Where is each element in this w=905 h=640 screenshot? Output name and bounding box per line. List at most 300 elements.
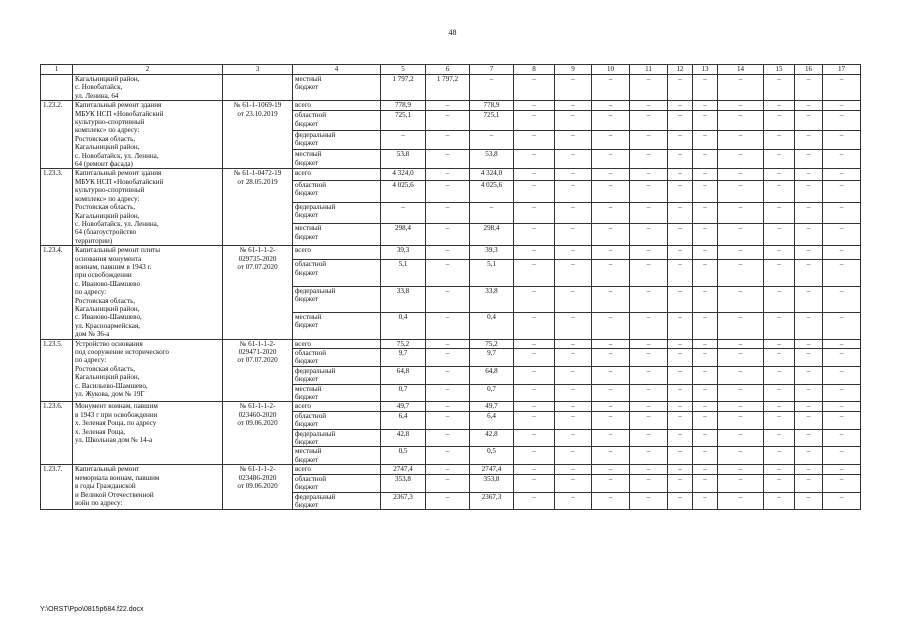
value-column-10: – [592,349,630,367]
value-column-7: 39,3 [470,246,514,260]
value-column-15: – [764,349,795,367]
value-column-16: – [795,465,823,474]
description-line: х. Зеленая Роща, по адресу [75,419,157,428]
value-column-6: – [426,286,470,312]
value-column-12: – [668,169,693,180]
funding-source-line: всего [295,402,311,411]
value-column-16: – [795,286,823,312]
value-column-11: – [630,349,668,367]
document-line: от 07.07.2020 [237,356,278,365]
table-row [41,101,861,111]
value-column-10: – [592,429,630,447]
value-column-13: – [693,313,718,340]
funding-source-line: всего [295,169,311,178]
item-code: 1.23.3. [41,169,73,246]
value-column-17: – [823,447,861,465]
funding-source [293,384,381,402]
page-number: 48 [448,28,457,37]
value-column-5: 9,7 [381,349,426,367]
value-column-10: – [592,402,630,411]
value-column-8: – [514,180,555,202]
funding-source [293,111,381,130]
description-line: Капитальный ремонт здания [75,101,162,110]
value-column-13: – [693,246,718,260]
description-line: при освобождении [75,271,132,280]
value-column-13: – [693,429,718,447]
value-column-12: – [668,75,693,101]
description-line: дом № 36-а [75,330,110,339]
value-column-11: – [630,101,668,111]
value-column-9: – [555,111,592,130]
description-line: Кагальницкий район, [75,75,140,83]
value-column-10: – [592,130,630,149]
value-column-8: – [514,402,555,411]
funding-source [293,246,381,260]
description-line: комплекс» по адресу: [75,194,140,203]
value-column-15: – [764,339,795,348]
value-column-9: – [555,260,592,286]
document-line: от 28.05.2019 [237,177,278,186]
column-number-16: 16 [795,65,823,75]
value-column-11: – [630,180,668,202]
expertise-document [223,101,293,169]
value-column-14: – [718,130,764,149]
column-number-14: 14 [718,65,764,75]
item-description [73,75,223,101]
value-column-9: – [555,246,592,260]
value-column-17: – [823,474,861,492]
funding-source [293,150,381,169]
file-path-footer: Y:\ORST\Ppo\0815p684.f22.docx [40,606,144,613]
value-column-16: – [795,150,823,169]
value-column-15: – [764,130,795,149]
value-column-7: 75,2 [470,339,514,348]
value-column-10: – [592,286,630,312]
value-column-7: 0,5 [470,447,514,465]
value-column-11: – [630,474,668,492]
funding-source [293,180,381,202]
funding-source [293,349,381,367]
value-column-16: – [795,246,823,260]
value-column-7: 0,7 [470,384,514,402]
value-column-14: – [718,384,764,402]
value-column-7: 6,4 [470,411,514,429]
column-number-13: 13 [693,65,718,75]
value-column-7: 9,7 [470,349,514,367]
value-column-8: – [514,465,555,474]
description-line: войн по адресу: [75,498,123,507]
value-column-6: – [426,260,470,286]
value-column-6: – [426,465,470,474]
description-line: с. Иваново-Шамшево [75,279,141,288]
value-column-11: – [630,224,668,246]
value-column-8: – [514,384,555,402]
item-description [73,101,223,169]
value-column-15: – [764,75,795,101]
value-column-9: – [555,75,592,101]
value-column-9: – [555,101,592,111]
value-column-6: – [426,384,470,402]
value-column-13: – [693,224,718,246]
expertise-document [223,339,293,402]
value-column-15: – [764,447,795,465]
value-column-15: – [764,402,795,411]
value-column-6: – [426,339,470,348]
value-column-16: – [795,313,823,340]
funding-source-line: бюджет [295,119,319,128]
funding-source-line: бюджет [295,139,319,148]
value-column-6: – [426,130,470,149]
value-column-17: – [823,202,861,224]
value-column-13: – [693,465,718,474]
value-column-8: – [514,474,555,492]
value-column-10: – [592,101,630,111]
value-column-5: 53,8 [381,150,426,169]
item-code [41,75,73,101]
description-line: ул. Ленина, 64 [75,91,119,100]
value-column-7: 42,8 [470,429,514,447]
value-column-14: – [718,465,764,474]
description-line: Кагальницкий район, [75,143,140,152]
value-column-7: – [470,202,514,224]
value-column-17: – [823,180,861,202]
value-column-14: – [718,286,764,312]
value-column-14: – [718,492,764,510]
document-line: № 61-1-1069-19 [233,101,282,110]
value-column-10: – [592,180,630,202]
value-column-10: – [592,75,630,101]
value-column-16: – [795,169,823,180]
value-column-12: – [668,180,693,202]
funding-source-line: областной [295,111,327,120]
column-number-row [41,65,861,75]
value-column-16: – [795,180,823,202]
description-line: с. Новобатайск, [75,83,123,92]
description-line: с. Новобатайск, ул. Ленина, [75,151,159,160]
value-column-12: – [668,465,693,474]
value-column-10: – [592,313,630,340]
document-line: 023460-2020 [238,410,277,419]
value-column-8: – [514,492,555,510]
value-column-12: – [668,101,693,111]
value-column-9: – [555,429,592,447]
column-number-8: 8 [514,65,555,75]
document-line: от 09.06.2020 [237,419,278,428]
value-column-9: – [555,384,592,402]
value-column-16: – [795,447,823,465]
value-column-8: – [514,366,555,384]
value-column-15: – [764,465,795,474]
value-column-11: – [630,150,668,169]
column-number-7: 7 [470,65,514,75]
value-column-12: – [668,349,693,367]
funding-source-line: бюджет [295,357,319,366]
funding-source-line: областной [295,260,327,269]
value-column-5: 2747,4 [381,465,426,474]
description-line: Монумент воинам, павшим [75,402,158,411]
value-column-10: – [592,384,630,402]
value-column-14: – [718,411,764,429]
value-column-8: – [514,169,555,180]
value-column-7: 64,8 [470,366,514,384]
value-column-15: – [764,384,795,402]
value-column-17: – [823,349,861,367]
funding-source [293,260,381,286]
item-description [73,402,223,465]
description-line: Кагальницкий район, [75,211,140,220]
description-line: по адресу: [75,288,107,297]
funding-source-line: федеральный [295,492,336,501]
value-column-17: – [823,246,861,260]
value-column-9: – [555,465,592,474]
column-number-1: 1 [41,65,73,75]
column-number-5: 5 [381,65,426,75]
value-column-11: – [630,429,668,447]
funding-source [293,313,381,340]
funding-source-line: местный [295,313,322,322]
value-column-7: 353,8 [470,474,514,492]
funding-source-line: бюджет [295,211,319,220]
value-column-12: – [668,402,693,411]
value-column-11: – [630,286,668,312]
description-line: Кагальницкий район, [75,373,140,382]
value-column-16: – [795,202,823,224]
funding-source [293,447,381,465]
value-column-6: – [426,349,470,367]
value-column-13: – [693,402,718,411]
value-column-11: – [630,202,668,224]
funding-source [293,130,381,149]
value-column-17: – [823,150,861,169]
value-column-10: – [592,339,630,348]
value-column-15: – [764,202,795,224]
value-column-15: – [764,101,795,111]
value-column-15: – [764,180,795,202]
value-column-9: – [555,150,592,169]
value-column-10: – [592,366,630,384]
description-line: Капитальный ремонт здания [75,169,162,178]
value-column-16: – [795,130,823,149]
value-column-5: 0,5 [381,447,426,465]
funding-source-line: местный [295,384,322,393]
value-column-7: 725,1 [470,111,514,130]
value-column-14: – [718,402,764,411]
value-column-5: 0,4 [381,313,426,340]
value-column-16: – [795,75,823,101]
value-column-8: – [514,101,555,111]
value-column-14: – [718,313,764,340]
funding-source-line: бюджет [295,83,319,92]
funding-source-line: местный [295,447,322,456]
value-column-7: 33,8 [470,286,514,312]
value-column-10: – [592,150,630,169]
description-line: МБУК НСП «Новобатайский [75,177,164,186]
value-column-17: – [823,260,861,286]
value-column-8: – [514,313,555,340]
value-column-7: 298,4 [470,224,514,246]
value-column-11: – [630,130,668,149]
value-column-16: – [795,101,823,111]
value-column-10: – [592,169,630,180]
description-line: с. Васильево-Шамшево, [75,381,148,390]
value-column-12: – [668,202,693,224]
value-column-14: – [718,474,764,492]
value-column-9: – [555,169,592,180]
funding-source-line: бюджет [295,420,319,429]
value-column-10: – [592,411,630,429]
value-column-13: – [693,474,718,492]
value-column-9: – [555,474,592,492]
value-column-6: – [426,402,470,411]
value-column-8: – [514,224,555,246]
value-column-15: – [764,313,795,340]
value-column-17: – [823,339,861,348]
funding-source-line: федеральный [295,286,336,295]
value-column-6: – [426,111,470,130]
description-line: МБУК НСП «Новобатайский [75,109,164,118]
value-column-5: 42,8 [381,429,426,447]
funding-source-line: местный [295,224,322,233]
funding-source [293,286,381,312]
funding-source-line: бюджет [295,268,319,277]
table-row [41,75,861,101]
value-column-11: – [630,260,668,286]
value-column-12: – [668,246,693,260]
table-row [41,339,861,348]
description-line: основания монумента [75,254,142,263]
value-column-10: – [592,492,630,510]
value-column-13: – [693,130,718,149]
value-column-14: – [718,75,764,101]
value-column-12: – [668,339,693,348]
value-column-9: – [555,349,592,367]
value-column-12: – [668,384,693,402]
expertise-document [223,246,293,339]
value-column-12: – [668,474,693,492]
value-column-7: 2747,4 [470,465,514,474]
value-column-5: 725,1 [381,111,426,130]
value-column-14: – [718,366,764,384]
value-column-9: – [555,339,592,348]
value-column-13: – [693,180,718,202]
table-row [41,402,861,411]
value-column-15: – [764,246,795,260]
column-number-10: 10 [592,65,630,75]
description-line: Ростовская область, [75,203,136,212]
value-column-15: – [764,366,795,384]
funding-source-line: федеральный [295,202,336,211]
value-column-7: 4 025,6 [470,180,514,202]
item-description [73,339,223,402]
funding-source-line: бюджет [295,500,319,509]
value-column-6: – [426,492,470,510]
funding-source-line: местный [295,75,322,83]
value-column-6: – [426,474,470,492]
value-column-9: – [555,402,592,411]
funding-source [293,366,381,384]
value-column-8: – [514,111,555,130]
funding-source [293,411,381,429]
document-line: от 09.06.2020 [237,482,278,491]
description-line: Ростовская область, [75,364,136,373]
value-column-16: – [795,384,823,402]
value-column-15: – [764,411,795,429]
value-column-6: – [426,411,470,429]
value-column-6: – [426,101,470,111]
value-column-7: 2367,3 [470,492,514,510]
column-number-9: 9 [555,65,592,75]
value-column-17: – [823,101,861,111]
funding-source-line: всего [295,246,311,255]
value-column-12: – [668,447,693,465]
value-column-14: – [718,447,764,465]
value-column-6: 1 797,2 [426,75,470,101]
value-column-11: – [630,313,668,340]
value-column-12: – [668,313,693,340]
value-column-9: – [555,411,592,429]
funding-source-line: федеральный [295,366,336,375]
value-column-7: 49,7 [470,402,514,411]
value-column-5: 4 324,0 [381,169,426,180]
value-column-11: – [630,492,668,510]
value-column-14: – [718,150,764,169]
table-row [41,169,861,180]
description-line: и Великой Отечественной [75,490,154,499]
value-column-13: – [693,447,718,465]
column-number-6: 6 [426,65,470,75]
expertise-document [223,169,293,246]
value-column-5: 5,1 [381,260,426,286]
description-line: с. Иваново-Шамшево, [75,313,142,322]
funding-source-line: бюджет [295,321,319,330]
value-column-17: – [823,130,861,149]
value-column-5: 39,3 [381,246,426,260]
value-column-15: – [764,111,795,130]
value-column-10: – [592,224,630,246]
value-column-15: – [764,474,795,492]
value-column-13: – [693,384,718,402]
value-column-6: – [426,224,470,246]
value-column-8: – [514,349,555,367]
value-column-6: – [426,169,470,180]
funding-source-line: всего [295,465,311,474]
value-column-14: – [718,111,764,130]
value-column-10: – [592,260,630,286]
value-column-16: – [795,492,823,510]
value-column-12: – [668,286,693,312]
value-column-8: – [514,246,555,260]
value-column-7: – [470,130,514,149]
description-line: мемориала воинам, павшим [75,473,160,482]
item-code: 1.23.5. [41,339,73,402]
value-column-8: – [514,75,555,101]
value-column-5: 1 797,2 [381,75,426,101]
value-column-14: – [718,429,764,447]
value-column-12: – [668,260,693,286]
value-column-15: – [764,492,795,510]
description-line: х. Зеленая Роща, [75,427,126,436]
value-column-11: – [630,402,668,411]
value-column-14: – [718,101,764,111]
value-column-13: – [693,339,718,348]
value-column-8: – [514,260,555,286]
value-column-16: – [795,349,823,367]
value-column-15: – [764,429,795,447]
value-column-15: – [764,150,795,169]
value-column-17: – [823,366,861,384]
value-column-8: – [514,429,555,447]
value-column-13: – [693,349,718,367]
